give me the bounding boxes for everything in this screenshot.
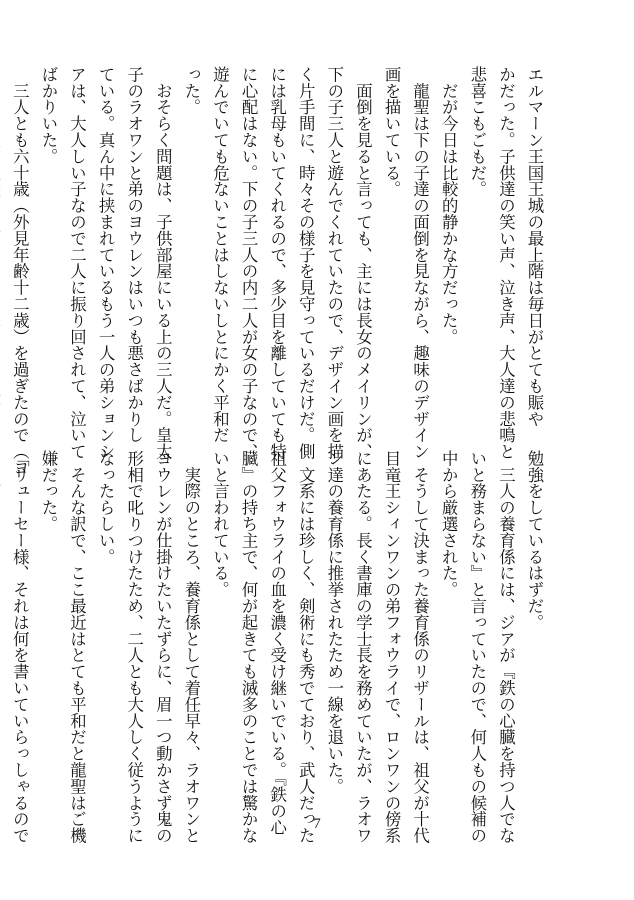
text-line: 面倒を見ると言っても、主には長女のメイリンが、 xyxy=(353,66,373,460)
text-line: 悲喜こもごもだ。 xyxy=(467,66,487,198)
text-line: に心配はない。下の子三人の内二人が女の子なので、 xyxy=(239,66,259,460)
text-line: かだった。子供達の笑い声、泣き声、大人達の悲鳴と xyxy=(496,66,516,460)
text-line: ヨウレンが仕掛けたいたずらに、眉一つ動かさず鬼の xyxy=(153,450,173,844)
text-line: 目竜王シィンワンの弟フォウライで、ロンワンの傍系 xyxy=(382,450,402,844)
text-line: 文系には珍しく、剣術にも秀でており、武人だった xyxy=(296,450,316,844)
text-line: 嫌だった。 xyxy=(38,450,58,532)
text-line: 勉強をしているはずだ。 xyxy=(525,450,544,631)
text-line xyxy=(0,66,5,386)
text-line: 三人の養育係には、ジアが『鉄の心臓を持つ人でな xyxy=(496,450,516,844)
text-column-top xyxy=(10,66,548,476)
text-line: 遊んでいても危ないことはしないしとにかく平和だ xyxy=(210,66,230,444)
text-line: 「リューセー様、それは何を書いていらっしゃるので xyxy=(10,450,30,844)
text-line: く片手間に、時々その様子を見守っているだけだ。側 xyxy=(296,66,316,460)
text-line: ている。真ん中に挟まれているもう一人の弟ションシ xyxy=(96,66,116,460)
text-line: 祖父フォウライの血を濃く受け継いでいる。『鉄の心 xyxy=(267,450,287,836)
text-line: 形相で叱りつけたため、二人とも大人しく従うように xyxy=(124,450,144,844)
text-line: いと務まらない』と言っていたので、何人もの候補の xyxy=(467,450,487,844)
text-line: ばかりいた。 xyxy=(38,66,58,165)
text-line: にあたる。長く書庫の学士長を務めていたが、ラオワ xyxy=(353,450,373,844)
text-line: 三人とも六十歳（外見年齢十二歳）を過ぎたので（ヨ xyxy=(10,66,30,476)
text-line: った。 xyxy=(181,66,201,116)
text-line: 中から厳選された。 xyxy=(439,450,459,598)
text-line: ン達の養育係に推挙されたため一線を退いた。 xyxy=(324,450,344,795)
text-line: エルマーン王国王城の最上階は毎日がとても賑や xyxy=(525,66,544,427)
text-line: 子のラオワンと弟のヨウレンはいつも悪さばかりし xyxy=(124,66,144,444)
text-column-bottom xyxy=(10,450,548,844)
text-line: 臓』の持ち主で、何が起きても滅多のことでは驚かな xyxy=(239,450,259,844)
text-line: そうして決まった養育係のリザールは、祖父が十代 xyxy=(410,450,430,844)
text-line: には乳母もいてくれるので、多少目を離していても特 xyxy=(267,66,287,460)
text-line: 龍聖は下の子達の面倒を見ながら、趣味のデザイン xyxy=(410,66,430,460)
text-line: そんな訳で、ここ最近はとても平和だと龍聖はご機 xyxy=(67,450,87,844)
text-line: おそらく問題は、子供部屋にいる上の三人だ。皇太 xyxy=(153,66,173,460)
text-line: いと言われている。 xyxy=(210,450,230,598)
text-line: 実際のところ、養育係として着任早々、ラオワンと xyxy=(181,450,201,844)
text-line: なったらしい。 xyxy=(96,450,116,565)
text-line: だが今日は比較的静かな方だった。 xyxy=(439,66,459,345)
text-line: アは、大人しい子なので二人に振り回されて、泣いて xyxy=(67,66,87,460)
page-number: 7 xyxy=(313,816,321,832)
text-line: 下の子三人と遊んでくれていたので、デザイン画を描 xyxy=(324,66,344,460)
text-line: 画を描いている。 xyxy=(382,66,402,198)
